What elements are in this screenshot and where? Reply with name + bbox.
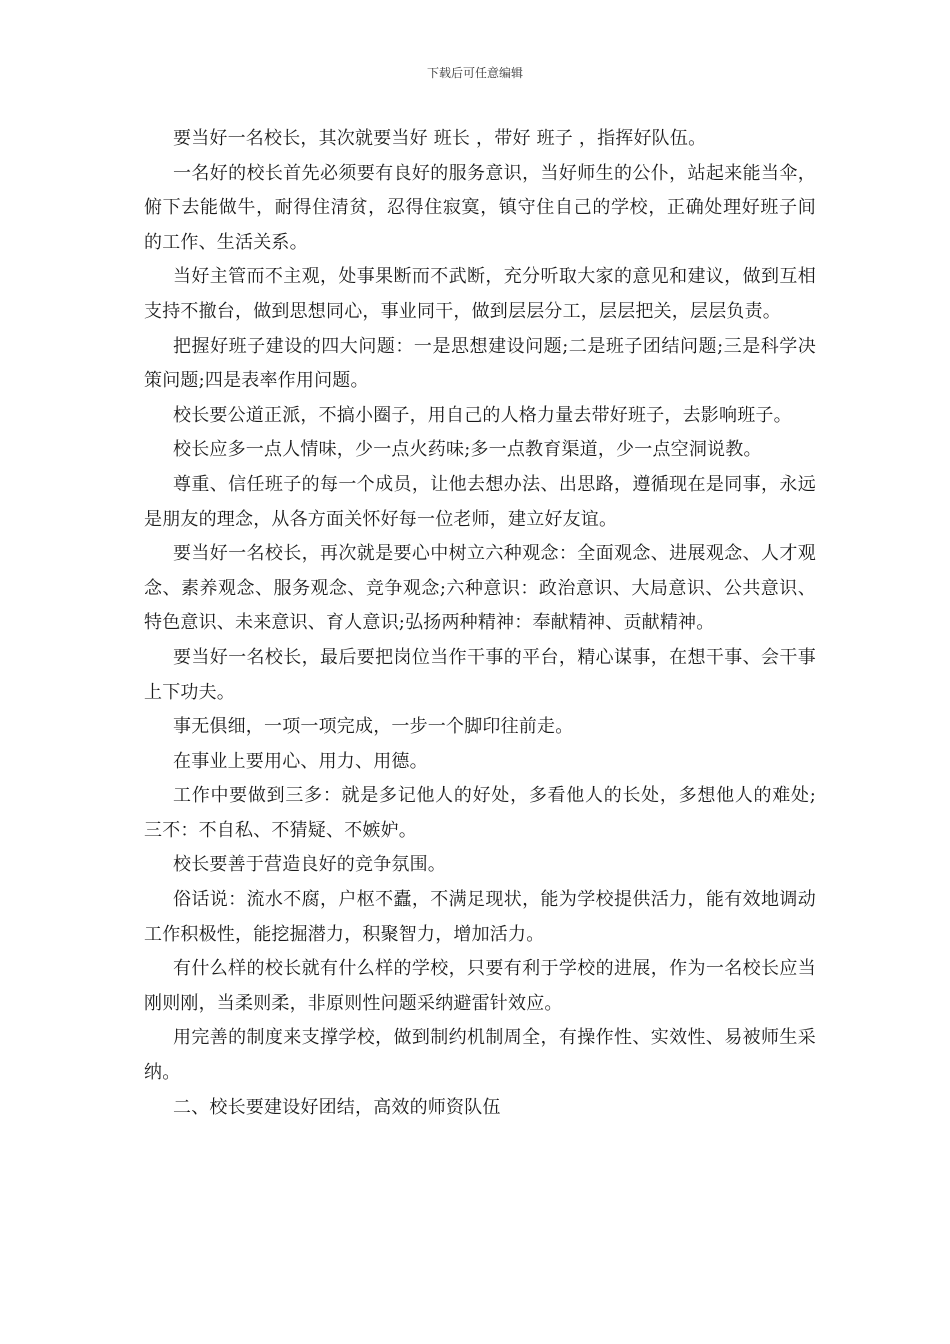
paragraph-2: 一名好的校长首先必须要有良好的服务意识，当好师生的公仆，站起来能当伞，俯下去能做牛，耐得住清贫，忍得住寂寞，镇守住自己的学校，正确处理好班子间的工作、生活关系。: [144, 162, 816, 253]
paragraph-1: 要当好一名校长，其次就要当好 班长 ，带好 班子 ，指挥好队伍。: [173, 128, 707, 149]
paragraph-9: 要当好一名校长，最后要把岗位当作干事的平台，精心谋事，在想干事、会干事上下功夫。: [144, 646, 816, 703]
paragraph-12: 工作中要做到三多：就是多记他人的好处，多看他人的长处，多想他人的难处;三不：不自私、不猜疑、不嫉妒。: [144, 785, 816, 841]
document-body: [144, 122, 816, 1125]
paragraph-5: 校长要公道正派，不搞小圈子，用自己的人格力量去带好班子，去影响班子。: [173, 404, 792, 426]
paragraph-3: 当好主管而不主观，处事果断而不武断，充分听取大家的意见和建议，做到互相支持不撤台，做到思想同心，事业同干，做到层层分工，层层把关，层层负责。: [144, 266, 816, 322]
paragraph-7: 尊重、信任班子的每一个成员，让他去想办法、出思路，遵循现在是同事，永远是朋友的理念，从各方面关怀好每一位老师，建立好友谊。: [144, 473, 816, 530]
paragraph-6: 校长应多一点人情味，少一点火药味;多一点教育渠道，少一点空洞说教。: [173, 439, 762, 461]
paragraph-10: 事无俱细，一项一项完成，一步一个脚印往前走。: [173, 716, 574, 738]
paragraph-15: 有什么样的校长就有什么样的学校，只要有利于学校的进展，作为一名校长应当刚则刚，当柔则柔，非原则性问题采纳避雷针效应。: [144, 958, 816, 1014]
paragraph-13: 校长要善于营造良好的竞争氛围。: [173, 854, 446, 876]
paragraph-11: 在事业上要用心、用力、用德。: [173, 750, 428, 772]
paragraph-16: 用完善的制度来支撑学校，做到制约机制周全，有操作性、实效性、易被师生采纳。: [144, 1027, 816, 1084]
paragraph-4: 把握好班子建设的四大问题：一是思想建设问题;二是班子团结问题;三是科学决策问题;四是表率作用问题。: [144, 335, 816, 392]
paragraph-8: 要当好一名校长，再次就是要心中树立六种观念：全面观念、进展观念、人才观念、素养观念、服务观念、竞争观念;六种意识：政治意识、大局意识、公共意识、特色意识、未来意识、育人意识;弘扬两种精神：奉献精神、贡献精神。: [144, 543, 816, 634]
section-heading-2: 二、校长要建设好团结，高效的师资队伍: [173, 1096, 501, 1118]
paragraph-14: 俗话说：流水不腐，户枢不蠹，不满足现状，能为学校提供活力，能有效地调动工作积极性，能挖掘潜力，积聚智力，增加活力。: [144, 889, 816, 945]
header-note: 下载后可任意编辑: [426, 66, 523, 80]
